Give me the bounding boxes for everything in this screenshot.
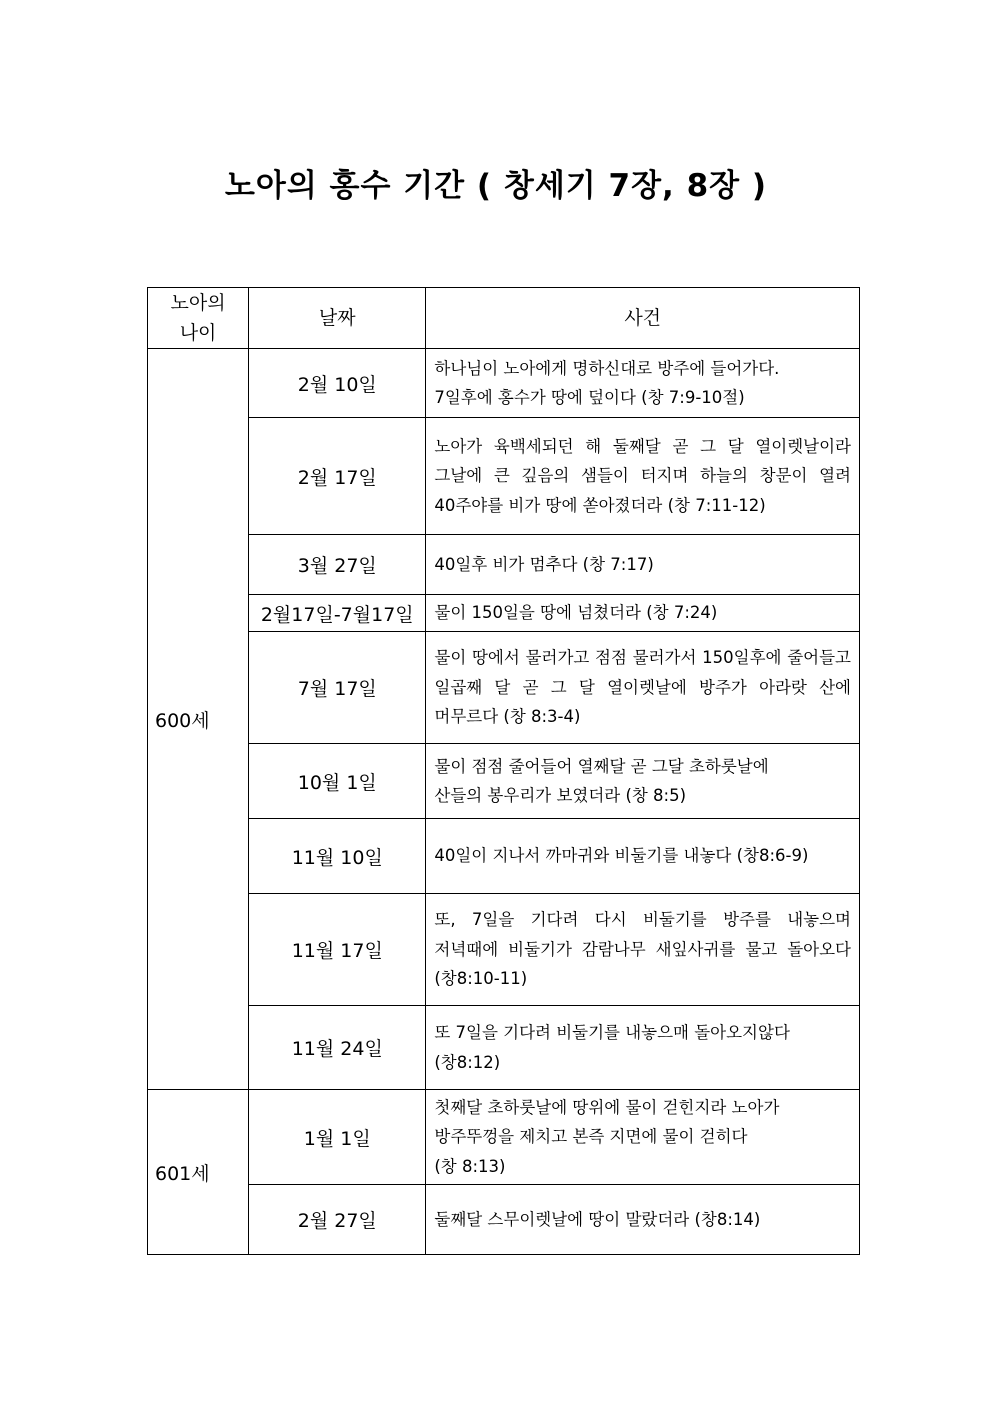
date-cell: 2월 17일 <box>249 418 426 535</box>
event-line: 산들의 봉우리가 보였더라 (창 8:5) <box>434 786 687 805</box>
event-line: 첫째달 초하룻날에 땅위에 물이 걷힌지라 노아가 <box>434 1097 780 1117</box>
date-cell: 11월 10일 <box>249 819 426 894</box>
event-line: 또 7일을 기다려 비둘기를 내놓으매 돌아오지않다 <box>434 1023 790 1042</box>
header-date: 날짜 <box>249 288 426 349</box>
table-row <box>148 1006 860 1090</box>
date-cell: 3월 27일 <box>249 535 426 595</box>
date-cell: 1월 1일 <box>249 1090 426 1185</box>
header-age <box>148 288 249 349</box>
event-cell: 또, 7일을 기다려 다시 비둘기를 방주를 내놓으며 저녁때에 비둘기가 감람나무 새잎사귀를 물고 돌아오다 (창8:10-11) <box>426 894 860 1006</box>
date-cell: 2월 27일 <box>249 1185 426 1255</box>
header-age-line1: 노아의 <box>170 292 226 314</box>
event-cell: 물이 150일을 땅에 넘쳤더라 (창 7:24) <box>426 595 860 632</box>
table-row <box>148 535 860 595</box>
event-line: 방주뚜껑을 제치고 본즉 지면에 물이 걷히다 <box>434 1127 748 1147</box>
event-cell <box>426 349 860 418</box>
table-row <box>148 349 860 418</box>
date-cell: 2월17일-7월17일 <box>249 595 426 632</box>
event-cell <box>426 1006 860 1090</box>
age-cell-601: 601세 <box>148 1090 249 1255</box>
table-row <box>148 595 860 632</box>
table-row <box>148 418 860 535</box>
date-cell: 2월 10일 <box>249 349 426 418</box>
event-cell <box>426 744 860 819</box>
event-line: 물이 점점 줄어들어 열째달 곧 그달 초하룻날에 <box>434 756 769 776</box>
date-cell: 10월 1일 <box>249 744 426 819</box>
event-cell: 노아가 육백세되던 해 둘째달 곧 그 달 열이렛날이라 그날에 큰 깊음의 샘들이 터지며 하늘의 창문이 열려 40주야를 비가 땅에 쏟아졌더라 (창 7:11-12) <box>426 418 860 535</box>
header-event: 사건 <box>426 288 860 349</box>
page-title: 노아의 홍수 기간 ( 창세기 7장, 8장 ) <box>224 168 768 204</box>
event-cell: 40일이 지나서 까마귀와 비둘기를 내놓다 (창8:6-9) <box>426 819 860 894</box>
table-row <box>148 819 860 894</box>
age-cell-600: 600세 <box>148 349 249 1090</box>
table-header-row <box>148 288 860 349</box>
event-cell: 물이 땅에서 물러가고 점점 물러가서 150일후에 줄어들고 일곱째 달 곧 그 달 열이렛날에 방주가 아라랏 산에 머무르다 (창 8:3-4) <box>426 632 860 744</box>
date-cell: 11월 24일 <box>249 1006 426 1090</box>
date-cell: 11월 17일 <box>249 894 426 1006</box>
table-row <box>148 744 860 819</box>
event-cell: 둘째달 스무이렛날에 땅이 말랐더라 (창8:14) <box>426 1185 860 1255</box>
table-row <box>148 632 860 744</box>
event-line: 7일후에 홍수가 땅에 덮이다 (창 7:9-10절) <box>434 388 745 407</box>
event-line: 하나님이 노아에게 명하신대로 방주에 들어가다. <box>434 358 780 378</box>
event-cell: 40일후 비가 멈추다 (창 7:17) <box>426 535 860 595</box>
flood-timeline-table <box>147 287 860 1255</box>
event-cell <box>426 1090 860 1185</box>
table-row <box>148 1185 860 1255</box>
header-age-line2: 나이 <box>179 322 217 344</box>
event-line: (창 8:13) <box>434 1156 506 1176</box>
table-row <box>148 894 860 1006</box>
event-line: (창8:12) <box>434 1052 501 1072</box>
date-cell: 7월 17일 <box>249 632 426 744</box>
table-row <box>148 1090 860 1185</box>
